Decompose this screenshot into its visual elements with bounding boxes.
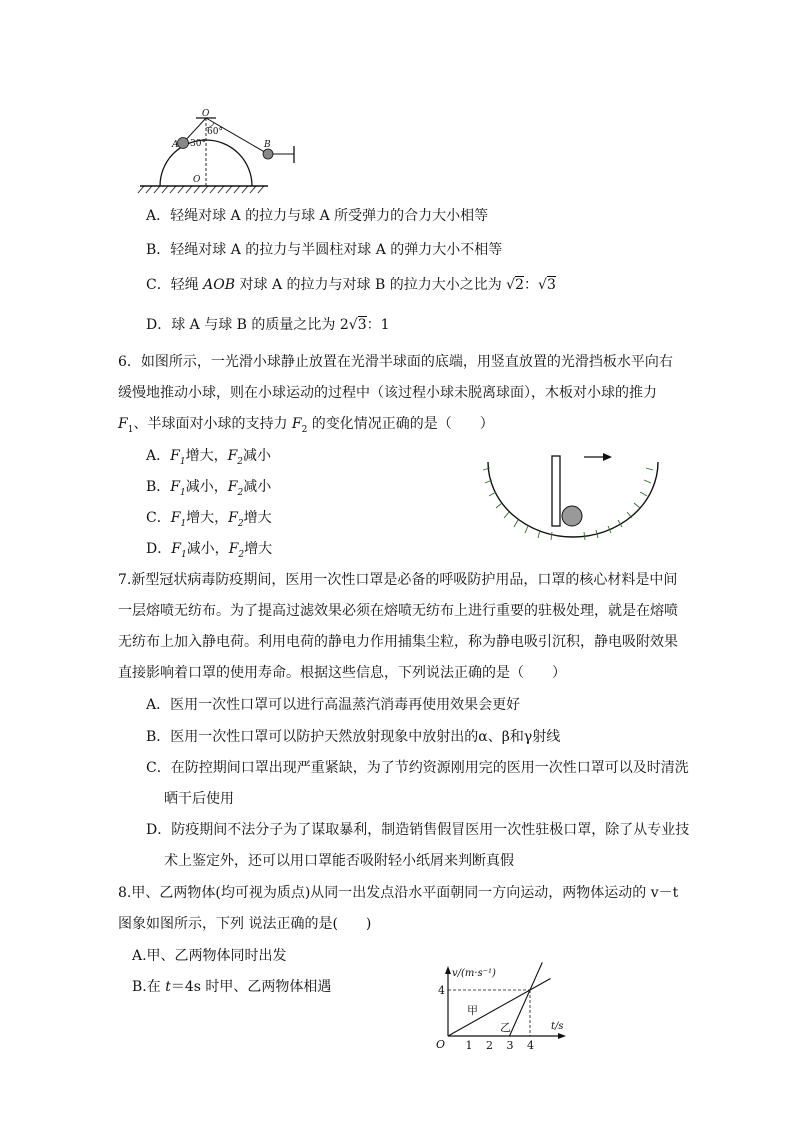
x-tick-label-3: 3	[506, 1039, 514, 1052]
q7-option-c-1: C．在防控期间口罩出现严重紧缺，为了节约资源刚用完的医用一次性口罩可以及时清洗	[146, 760, 689, 776]
q6-line-2: 缓慢地推动小球，则在小球运动的过程中（该过程小球未脱离球面），木板对小球的推力	[118, 385, 657, 401]
origin-label: O	[436, 1038, 446, 1051]
label-o-top: O	[202, 109, 210, 119]
q5-c-r2: 3	[546, 277, 556, 293]
q6-c-a: 增大，	[186, 510, 229, 526]
q8-line-2: 图象如图所示，下列 说法正确的是( )	[118, 916, 372, 932]
label-30: 30°	[190, 139, 206, 149]
label-b: B	[264, 140, 271, 150]
q6-c-f1: $F_1$	[170, 510, 187, 529]
q6-b-a: 减小，	[185, 479, 228, 495]
q7-option-d-2: 术上鉴定外，还可以用口罩能否吸附轻小纸屑来判断真假	[164, 853, 514, 869]
q6-a-f2: $F_2$	[227, 448, 244, 467]
q6-b-b: 减小	[243, 479, 272, 495]
q5-c-r1: 2	[515, 277, 525, 293]
q6-d-f2: $F_2$	[228, 541, 245, 560]
q8-b-suffix: ＝4s 时甲、乙两物体相遇	[170, 979, 332, 995]
q6-d-a: 减小，	[186, 541, 229, 557]
q7-line-1: 7.新型冠状病毒防疫期间，医用一次性口罩是必备的呼吸防护用品，口罩的核心材料是中间	[118, 572, 678, 588]
q5-d-r: 3	[357, 317, 367, 333]
q6-c-b: 增大	[243, 510, 272, 526]
q7-line-2: 一层熔喷无纺布。为了提高过滤效果必须在熔喷无纺布上进行重要的驻极处理，就是在熔喷	[118, 603, 678, 619]
x-tick-label-1: 1	[465, 1039, 473, 1052]
q6-line3-mid: 、半球面对小球的支持力	[133, 416, 292, 432]
q6-line3-end: 的变化情况正确的是（ ）	[307, 416, 494, 432]
q6-c-f2: $F_2$	[228, 510, 244, 529]
q7-option-c-2: 晒干后使用	[164, 791, 234, 807]
q7-option-a: A．医用一次性口罩可以进行高温蒸汽消毒再使用效果会更好	[146, 697, 521, 713]
q8-line-1: 8.甲、乙两物体(均可视为质点)从同一出发点沿水平面朝同一方向运动，两物体运动的 v－t	[118, 885, 679, 901]
q7-line-3: 无纺布上加入静电荷。利用电荷的静电力作用捕集尘粒，称为静电吸引沉积，静电吸附效果	[118, 634, 678, 650]
y-axis-arrow-icon	[445, 966, 451, 974]
y-axis-label: v/(m·s⁻¹)	[452, 968, 496, 979]
q8-b-t: t	[165, 979, 171, 995]
q5-c-mid: 对球 A 的拉力与对球 B 的拉力大小之比为	[235, 277, 507, 293]
q6-a-letter: A．	[146, 448, 171, 464]
q7-line-4: 直接影响着口罩的使用寿命。根据这些信息，下列说法正确的是（ ）	[118, 665, 566, 681]
x-axis-label: t/s	[551, 1021, 564, 1032]
q6-line-1: 6．如图所示，一光滑小球静止放置在光滑半球面的底端，用竖直放置的光滑挡板水平向右	[118, 354, 673, 370]
q5-option-b: B．轻绳对球 A 的拉力与半圆柱对球 A 的弹力大小不相等	[146, 242, 503, 258]
q6-f1: F	[118, 416, 128, 432]
q8-option-a: A.甲、乙两物体同时出发	[132, 948, 287, 964]
q5-c-colon: ：	[524, 277, 539, 293]
x-tick-label-4: 4	[527, 1039, 534, 1052]
sqrt-icon: √	[348, 317, 358, 333]
q6-a-a: 增大，	[185, 448, 228, 464]
q6-b-letter: B．	[146, 479, 171, 495]
y-tick-label-4: 4	[438, 984, 445, 997]
q6-b-f1: $F_1$	[170, 479, 186, 498]
q6-f2-sub: 2	[301, 424, 308, 435]
q6-d-letter: D．	[146, 541, 172, 557]
q6-d-b: 增大	[244, 541, 273, 557]
q5-option-a: A．轻绳对球 A 的拉力与球 A 所受弹力的合力大小相等	[146, 208, 489, 224]
q6-d-f1: $F_1$	[171, 541, 187, 560]
q5-c-italic: AOB	[203, 277, 236, 293]
q6-f2: F	[291, 416, 302, 432]
q6-b-f2: $F_2$	[227, 479, 244, 498]
label-60: 60°	[207, 127, 223, 137]
q5-d-prefix: D．球 A 与球 B 的质量之比为 2	[146, 317, 349, 333]
q6-f1-sub: 1	[127, 424, 134, 435]
label-o-bottom: O	[193, 175, 201, 185]
label-a: A	[172, 140, 179, 150]
sqrt-icon: √	[538, 277, 547, 293]
q6-c-letter: C．	[146, 510, 171, 526]
q5-d-suffix: ：1	[366, 317, 390, 333]
q7-option-d-1: D．防疫期间不法分子为了谋取暴利，制造销售假冒医用一次性驻极口罩，除了从专业技	[146, 822, 690, 838]
q5-c-prefix: C．轻绳	[146, 277, 204, 293]
sqrt-icon: √	[506, 277, 516, 293]
q8-b-prefix: B.在	[132, 979, 166, 995]
x-tick-label-2: 2	[486, 1039, 493, 1052]
series-label-jia: 甲	[467, 1004, 478, 1017]
series-label-yi: 乙	[500, 1021, 511, 1034]
q7-option-b: B．医用一次性口罩可以防护天然放射现象中放射出的α、β和γ射线	[146, 729, 561, 745]
q6-a-b: 减小	[243, 448, 272, 464]
x-axis-arrow-icon	[558, 1033, 566, 1039]
q6-a-f1: $F_1$	[170, 448, 186, 467]
